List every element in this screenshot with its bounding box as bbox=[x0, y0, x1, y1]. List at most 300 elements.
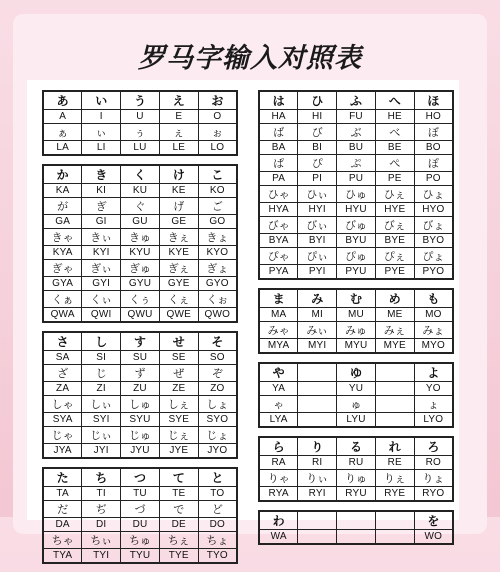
kana-table-wa-row bbox=[258, 510, 454, 545]
romaji-cell: HYA bbox=[259, 203, 298, 217]
romaji-cell: RO bbox=[414, 456, 453, 470]
table-row bbox=[43, 246, 237, 260]
kana-cell: ぎょ bbox=[198, 260, 237, 277]
romaji-cell: GYO bbox=[198, 277, 237, 291]
romaji-cell: BYA bbox=[259, 234, 298, 248]
kana-cell: しゅ bbox=[121, 396, 160, 413]
kana-cell: ひゅ bbox=[337, 186, 376, 203]
kana-cell: も bbox=[414, 289, 453, 308]
kana-cell: ぎ bbox=[82, 198, 121, 215]
romaji-cell: BI bbox=[298, 141, 337, 155]
table-row bbox=[43, 532, 237, 549]
kana-cell: ゃ bbox=[259, 396, 298, 413]
romaji-cell: PI bbox=[298, 172, 337, 186]
romaji-cell: MYI bbox=[298, 339, 337, 354]
kana-cell: ちゅ bbox=[121, 532, 160, 549]
kana-cell: しぇ bbox=[159, 396, 198, 413]
romaji-cell: BU bbox=[337, 141, 376, 155]
kana-cell bbox=[298, 511, 337, 530]
romaji-cell: TI bbox=[82, 487, 121, 501]
kana-cell: じゃ bbox=[43, 427, 82, 444]
romaji-cell: MYA bbox=[259, 339, 298, 354]
kana-cell: じ bbox=[82, 365, 121, 382]
kana-cell: え bbox=[159, 91, 198, 110]
kana-cell: ぴゃ bbox=[259, 248, 298, 265]
kana-cell bbox=[375, 511, 414, 530]
romaji-cell: E bbox=[159, 110, 198, 124]
kana-cell: ぁ bbox=[43, 124, 82, 141]
kana-cell: ひゃ bbox=[259, 186, 298, 203]
romaji-cell: KYA bbox=[43, 246, 82, 260]
kana-cell: う bbox=[121, 91, 160, 110]
romaji-cell: SO bbox=[198, 351, 237, 365]
romaji-cell: JYO bbox=[198, 444, 237, 459]
romaji-cell: SYA bbox=[43, 413, 82, 427]
romaji-cell: BYO bbox=[414, 234, 453, 248]
table-row bbox=[43, 382, 237, 396]
table-row bbox=[43, 487, 237, 501]
kana-cell: ぅ bbox=[121, 124, 160, 141]
romaji-cell bbox=[375, 413, 414, 428]
kana-cell: ちゃ bbox=[43, 532, 82, 549]
left-column bbox=[42, 90, 238, 572]
kana-cell: ぺ bbox=[375, 155, 414, 172]
romaji-cell: MO bbox=[414, 308, 453, 322]
kana-table-ma-row bbox=[258, 288, 454, 354]
table-row bbox=[259, 234, 453, 248]
romaji-cell: PYO bbox=[414, 265, 453, 280]
kana-cell: れ bbox=[375, 437, 414, 456]
kana-cell: びぃ bbox=[298, 217, 337, 234]
kana-cell: くぇ bbox=[159, 291, 198, 308]
table-row bbox=[259, 124, 453, 141]
kana-cell: お bbox=[198, 91, 237, 110]
table-row bbox=[43, 260, 237, 277]
romaji-cell: GA bbox=[43, 215, 82, 229]
romaji-cell: KYO bbox=[198, 246, 237, 260]
kana-cell: む bbox=[337, 289, 376, 308]
romaji-cell: JYE bbox=[159, 444, 198, 459]
romaji-cell: MYU bbox=[337, 339, 376, 354]
romaji-cell: I bbox=[82, 110, 121, 124]
romaji-cell: DO bbox=[198, 518, 237, 532]
kana-cell: びょ bbox=[414, 217, 453, 234]
kana-cell: じぃ bbox=[82, 427, 121, 444]
kana-cell: ぽ bbox=[414, 155, 453, 172]
kana-cell: ず bbox=[121, 365, 160, 382]
kana-cell: づ bbox=[121, 501, 160, 518]
table-row bbox=[43, 549, 237, 564]
romaji-cell: HO bbox=[414, 110, 453, 124]
kana-cell: み bbox=[298, 289, 337, 308]
kana-cell: ぷ bbox=[337, 155, 376, 172]
romaji-cell: KO bbox=[198, 184, 237, 198]
kana-table-ra-row bbox=[258, 436, 454, 502]
romaji-cell: RE bbox=[375, 456, 414, 470]
table-row bbox=[259, 511, 453, 530]
table-row bbox=[43, 444, 237, 459]
romaji-cell: LYO bbox=[414, 413, 453, 428]
kana-cell: くぁ bbox=[43, 291, 82, 308]
kana-cell: ぴゅ bbox=[337, 248, 376, 265]
kana-cell: りぃ bbox=[298, 470, 337, 487]
romaji-cell: RYE bbox=[375, 487, 414, 502]
romaji-cell: QWA bbox=[43, 308, 82, 323]
romaji-cell: PE bbox=[375, 172, 414, 186]
romaji-cell: KU bbox=[121, 184, 160, 198]
romaji-cell: QWI bbox=[82, 308, 121, 323]
kana-cell: ひ bbox=[298, 91, 337, 110]
kana-cell: びゃ bbox=[259, 217, 298, 234]
kana-cell: ぎゃ bbox=[43, 260, 82, 277]
kana-cell: じょ bbox=[198, 427, 237, 444]
kana-cell: ぼ bbox=[414, 124, 453, 141]
kana-cell: きぃ bbox=[82, 229, 121, 246]
kana-cell bbox=[375, 396, 414, 413]
romaji-cell: KYI bbox=[82, 246, 121, 260]
table-row bbox=[259, 217, 453, 234]
romaji-cell: BYI bbox=[298, 234, 337, 248]
table-row bbox=[259, 437, 453, 456]
romaji-cell: BA bbox=[259, 141, 298, 155]
table-row bbox=[259, 248, 453, 265]
table-row bbox=[43, 332, 237, 351]
romaji-cell: BYE bbox=[375, 234, 414, 248]
romaji-cell: KA bbox=[43, 184, 82, 198]
table-row bbox=[259, 487, 453, 502]
kana-cell: よ bbox=[414, 363, 453, 382]
table-row bbox=[259, 141, 453, 155]
table-row bbox=[259, 308, 453, 322]
right-column bbox=[258, 90, 454, 553]
table-row bbox=[259, 413, 453, 428]
romaji-cell: SYE bbox=[159, 413, 198, 427]
kana-cell: びぇ bbox=[375, 217, 414, 234]
table-row bbox=[43, 215, 237, 229]
kana-cell: きゅ bbox=[121, 229, 160, 246]
romaji-cell: GYU bbox=[121, 277, 160, 291]
romaji-cell: GI bbox=[82, 215, 121, 229]
romaji-cell: GO bbox=[198, 215, 237, 229]
table-row bbox=[43, 124, 237, 141]
romaji-cell: DA bbox=[43, 518, 82, 532]
table-row bbox=[259, 396, 453, 413]
table-row bbox=[259, 289, 453, 308]
kana-cell: ぴょ bbox=[414, 248, 453, 265]
kana-cell: ゆ bbox=[337, 363, 376, 382]
kana-cell: ろ bbox=[414, 437, 453, 456]
romaji-cell: LYA bbox=[259, 413, 298, 428]
romaji-cell: TYU bbox=[121, 549, 160, 564]
kana-cell: ど bbox=[198, 501, 237, 518]
romaji-cell: TYO bbox=[198, 549, 237, 564]
romaji-cell: PYI bbox=[298, 265, 337, 280]
romaji-cell: PA bbox=[259, 172, 298, 186]
kana-cell: ぉ bbox=[198, 124, 237, 141]
table-row bbox=[259, 363, 453, 382]
romaji-cell: SYI bbox=[82, 413, 121, 427]
kana-cell: しょ bbox=[198, 396, 237, 413]
kana-cell: へ bbox=[375, 91, 414, 110]
kana-cell bbox=[298, 363, 337, 382]
romaji-cell: TO bbox=[198, 487, 237, 501]
kana-cell: じゅ bbox=[121, 427, 160, 444]
kana-cell: い bbox=[82, 91, 121, 110]
romaji-cell: TU bbox=[121, 487, 160, 501]
romaji-cell: JYA bbox=[43, 444, 82, 459]
kana-cell: くぅ bbox=[121, 291, 160, 308]
table-row bbox=[259, 186, 453, 203]
kana-cell: ぐ bbox=[121, 198, 160, 215]
romaji-cell: LYU bbox=[337, 413, 376, 428]
table-row bbox=[259, 322, 453, 339]
kana-cell: ざ bbox=[43, 365, 82, 382]
romaji-cell: TE bbox=[159, 487, 198, 501]
kana-cell: きゃ bbox=[43, 229, 82, 246]
kana-cell: きぇ bbox=[159, 229, 198, 246]
kana-cell: そ bbox=[198, 332, 237, 351]
kana-cell: が bbox=[43, 198, 82, 215]
romaji-cell: BYU bbox=[337, 234, 376, 248]
romaji-cell: GE bbox=[159, 215, 198, 229]
kana-table-ha-row bbox=[258, 90, 454, 280]
kana-cell: つ bbox=[121, 468, 160, 487]
kana-cell: しゃ bbox=[43, 396, 82, 413]
table-row bbox=[259, 382, 453, 396]
kana-cell: りゃ bbox=[259, 470, 298, 487]
kana-cell: か bbox=[43, 165, 82, 184]
romaji-cell: O bbox=[198, 110, 237, 124]
kana-cell: ょ bbox=[414, 396, 453, 413]
table-row bbox=[259, 172, 453, 186]
romaji-cell: MU bbox=[337, 308, 376, 322]
kana-cell: じぇ bbox=[159, 427, 198, 444]
romaji-cell: SE bbox=[159, 351, 198, 365]
romaji-cell bbox=[375, 382, 414, 396]
romaji-cell: GYE bbox=[159, 277, 198, 291]
table-row bbox=[259, 470, 453, 487]
romaji-cell: PYU bbox=[337, 265, 376, 280]
kana-cell: ちょ bbox=[198, 532, 237, 549]
kana-cell: みょ bbox=[414, 322, 453, 339]
romaji-cell: QWE bbox=[159, 308, 198, 323]
romaji-cell: FU bbox=[337, 110, 376, 124]
kana-cell: りょ bbox=[414, 470, 453, 487]
table-row bbox=[43, 198, 237, 215]
romaji-cell: MYE bbox=[375, 339, 414, 354]
kana-cell bbox=[298, 396, 337, 413]
table-row bbox=[259, 110, 453, 124]
kana-cell: と bbox=[198, 468, 237, 487]
romaji-cell: HYU bbox=[337, 203, 376, 217]
table-row bbox=[43, 308, 237, 323]
table-row bbox=[259, 91, 453, 110]
kana-cell: り bbox=[298, 437, 337, 456]
kana-cell: ぴ bbox=[298, 155, 337, 172]
kana-cell: ちぇ bbox=[159, 532, 198, 549]
table-row bbox=[43, 165, 237, 184]
table-row bbox=[259, 265, 453, 280]
kana-cell: しぃ bbox=[82, 396, 121, 413]
table-row bbox=[43, 91, 237, 110]
romaji-cell: YO bbox=[414, 382, 453, 396]
kana-cell: ぎぇ bbox=[159, 260, 198, 277]
kana-cell: びゅ bbox=[337, 217, 376, 234]
kana-cell: め bbox=[375, 289, 414, 308]
romaji-cell: DI bbox=[82, 518, 121, 532]
kana-cell: せ bbox=[159, 332, 198, 351]
romaji-cell: HYI bbox=[298, 203, 337, 217]
kana-cell: ぴぇ bbox=[375, 248, 414, 265]
table-row bbox=[43, 468, 237, 487]
kana-cell bbox=[337, 511, 376, 530]
romaji-cell: A bbox=[43, 110, 82, 124]
romaji-cell bbox=[375, 530, 414, 545]
kana-cell: みぃ bbox=[298, 322, 337, 339]
table-row bbox=[43, 365, 237, 382]
romaji-cell: BE bbox=[375, 141, 414, 155]
romaji-cell: PYE bbox=[375, 265, 414, 280]
romaji-cell: HE bbox=[375, 110, 414, 124]
kana-cell: ら bbox=[259, 437, 298, 456]
table-row bbox=[43, 110, 237, 124]
kana-cell: べ bbox=[375, 124, 414, 141]
table-row bbox=[259, 155, 453, 172]
romaji-cell: RU bbox=[337, 456, 376, 470]
kana-cell: りゅ bbox=[337, 470, 376, 487]
romaji-cell: TA bbox=[43, 487, 82, 501]
table-row bbox=[259, 530, 453, 545]
romaji-cell: HI bbox=[298, 110, 337, 124]
table-row bbox=[43, 396, 237, 413]
romaji-cell: YU bbox=[337, 382, 376, 396]
kana-cell: た bbox=[43, 468, 82, 487]
kana-cell: きょ bbox=[198, 229, 237, 246]
table-row bbox=[43, 141, 237, 156]
kana-cell: ご bbox=[198, 198, 237, 215]
kana-cell: ふ bbox=[337, 91, 376, 110]
romaji-cell: PYA bbox=[259, 265, 298, 280]
romaji-cell: ZA bbox=[43, 382, 82, 396]
romaji-cell: GYA bbox=[43, 277, 82, 291]
kana-cell: し bbox=[82, 332, 121, 351]
romaji-cell: ZI bbox=[82, 382, 121, 396]
romaji-cell: HYO bbox=[414, 203, 453, 217]
kana-table-a-row bbox=[42, 90, 238, 156]
table-row bbox=[43, 184, 237, 198]
kana-cell: で bbox=[159, 501, 198, 518]
romaji-cell: WA bbox=[259, 530, 298, 545]
romaji-cell: HA bbox=[259, 110, 298, 124]
kana-cell: ぎゅ bbox=[121, 260, 160, 277]
romaji-cell: KYU bbox=[121, 246, 160, 260]
kana-cell: す bbox=[121, 332, 160, 351]
kana-cell: わ bbox=[259, 511, 298, 530]
romaji-cell bbox=[298, 530, 337, 545]
table-row bbox=[43, 351, 237, 365]
romaji-cell: RYI bbox=[298, 487, 337, 502]
kana-cell: き bbox=[82, 165, 121, 184]
romaji-cell: RYO bbox=[414, 487, 453, 502]
kana-cell: ほ bbox=[414, 91, 453, 110]
table-row bbox=[43, 427, 237, 444]
romaji-cell: KI bbox=[82, 184, 121, 198]
kana-cell: ぃ bbox=[82, 124, 121, 141]
table-row bbox=[43, 229, 237, 246]
romaji-cell: KE bbox=[159, 184, 198, 198]
romaji-cell: SU bbox=[121, 351, 160, 365]
kana-cell: ぎぃ bbox=[82, 260, 121, 277]
romaji-cell: SI bbox=[82, 351, 121, 365]
kana-cell: く bbox=[121, 165, 160, 184]
romaji-cell: BO bbox=[414, 141, 453, 155]
romaji-cell bbox=[298, 382, 337, 396]
romaji-cell: KYE bbox=[159, 246, 198, 260]
kana-cell: だ bbox=[43, 501, 82, 518]
kana-cell: て bbox=[159, 468, 198, 487]
romaji-cell: TYA bbox=[43, 549, 82, 564]
kana-cell: こ bbox=[198, 165, 237, 184]
romaji-cell: QWU bbox=[121, 308, 160, 323]
romaji-cell: SA bbox=[43, 351, 82, 365]
kana-cell: を bbox=[414, 511, 453, 530]
page-title: 罗马字输入对照表 bbox=[138, 43, 362, 74]
romaji-cell: QWO bbox=[198, 308, 237, 323]
romaji-cell: GU bbox=[121, 215, 160, 229]
table-row bbox=[259, 456, 453, 470]
romaji-cell: ZO bbox=[198, 382, 237, 396]
kana-cell: みゅ bbox=[337, 322, 376, 339]
kana-cell: ぞ bbox=[198, 365, 237, 382]
kana-cell: みぇ bbox=[375, 322, 414, 339]
kana-cell: ぇ bbox=[159, 124, 198, 141]
romaji-cell: JYU bbox=[121, 444, 160, 459]
romaji-cell: DE bbox=[159, 518, 198, 532]
kana-cell: び bbox=[298, 124, 337, 141]
romaji-cell: LI bbox=[82, 141, 121, 156]
romaji-cell: RA bbox=[259, 456, 298, 470]
romaji-cell: SYU bbox=[121, 413, 160, 427]
table-row bbox=[43, 518, 237, 532]
romaji-cell: MA bbox=[259, 308, 298, 322]
romaji-cell: LE bbox=[159, 141, 198, 156]
kana-cell bbox=[375, 363, 414, 382]
table-row bbox=[43, 501, 237, 518]
romaji-cell: ZU bbox=[121, 382, 160, 396]
romaji-cell: YA bbox=[259, 382, 298, 396]
kana-table-ta-row bbox=[42, 467, 238, 564]
romaji-cell: WO bbox=[414, 530, 453, 545]
romaji-cell: TYI bbox=[82, 549, 121, 564]
romaji-cell bbox=[337, 530, 376, 545]
romaji-cell: ZE bbox=[159, 382, 198, 396]
kana-cell: ぶ bbox=[337, 124, 376, 141]
kana-cell: くぃ bbox=[82, 291, 121, 308]
romaji-cell: RYA bbox=[259, 487, 298, 502]
kana-cell: ぢ bbox=[82, 501, 121, 518]
kana-cell: さ bbox=[43, 332, 82, 351]
table-row bbox=[259, 203, 453, 217]
romaji-cell: MI bbox=[298, 308, 337, 322]
kana-cell: げ bbox=[159, 198, 198, 215]
romaji-cell: HYE bbox=[375, 203, 414, 217]
kana-cell: りぇ bbox=[375, 470, 414, 487]
romaji-cell: RYU bbox=[337, 487, 376, 502]
kana-cell: あ bbox=[43, 91, 82, 110]
romaji-cell bbox=[298, 413, 337, 428]
romaji-cell: SYO bbox=[198, 413, 237, 427]
kana-cell: ひぃ bbox=[298, 186, 337, 203]
